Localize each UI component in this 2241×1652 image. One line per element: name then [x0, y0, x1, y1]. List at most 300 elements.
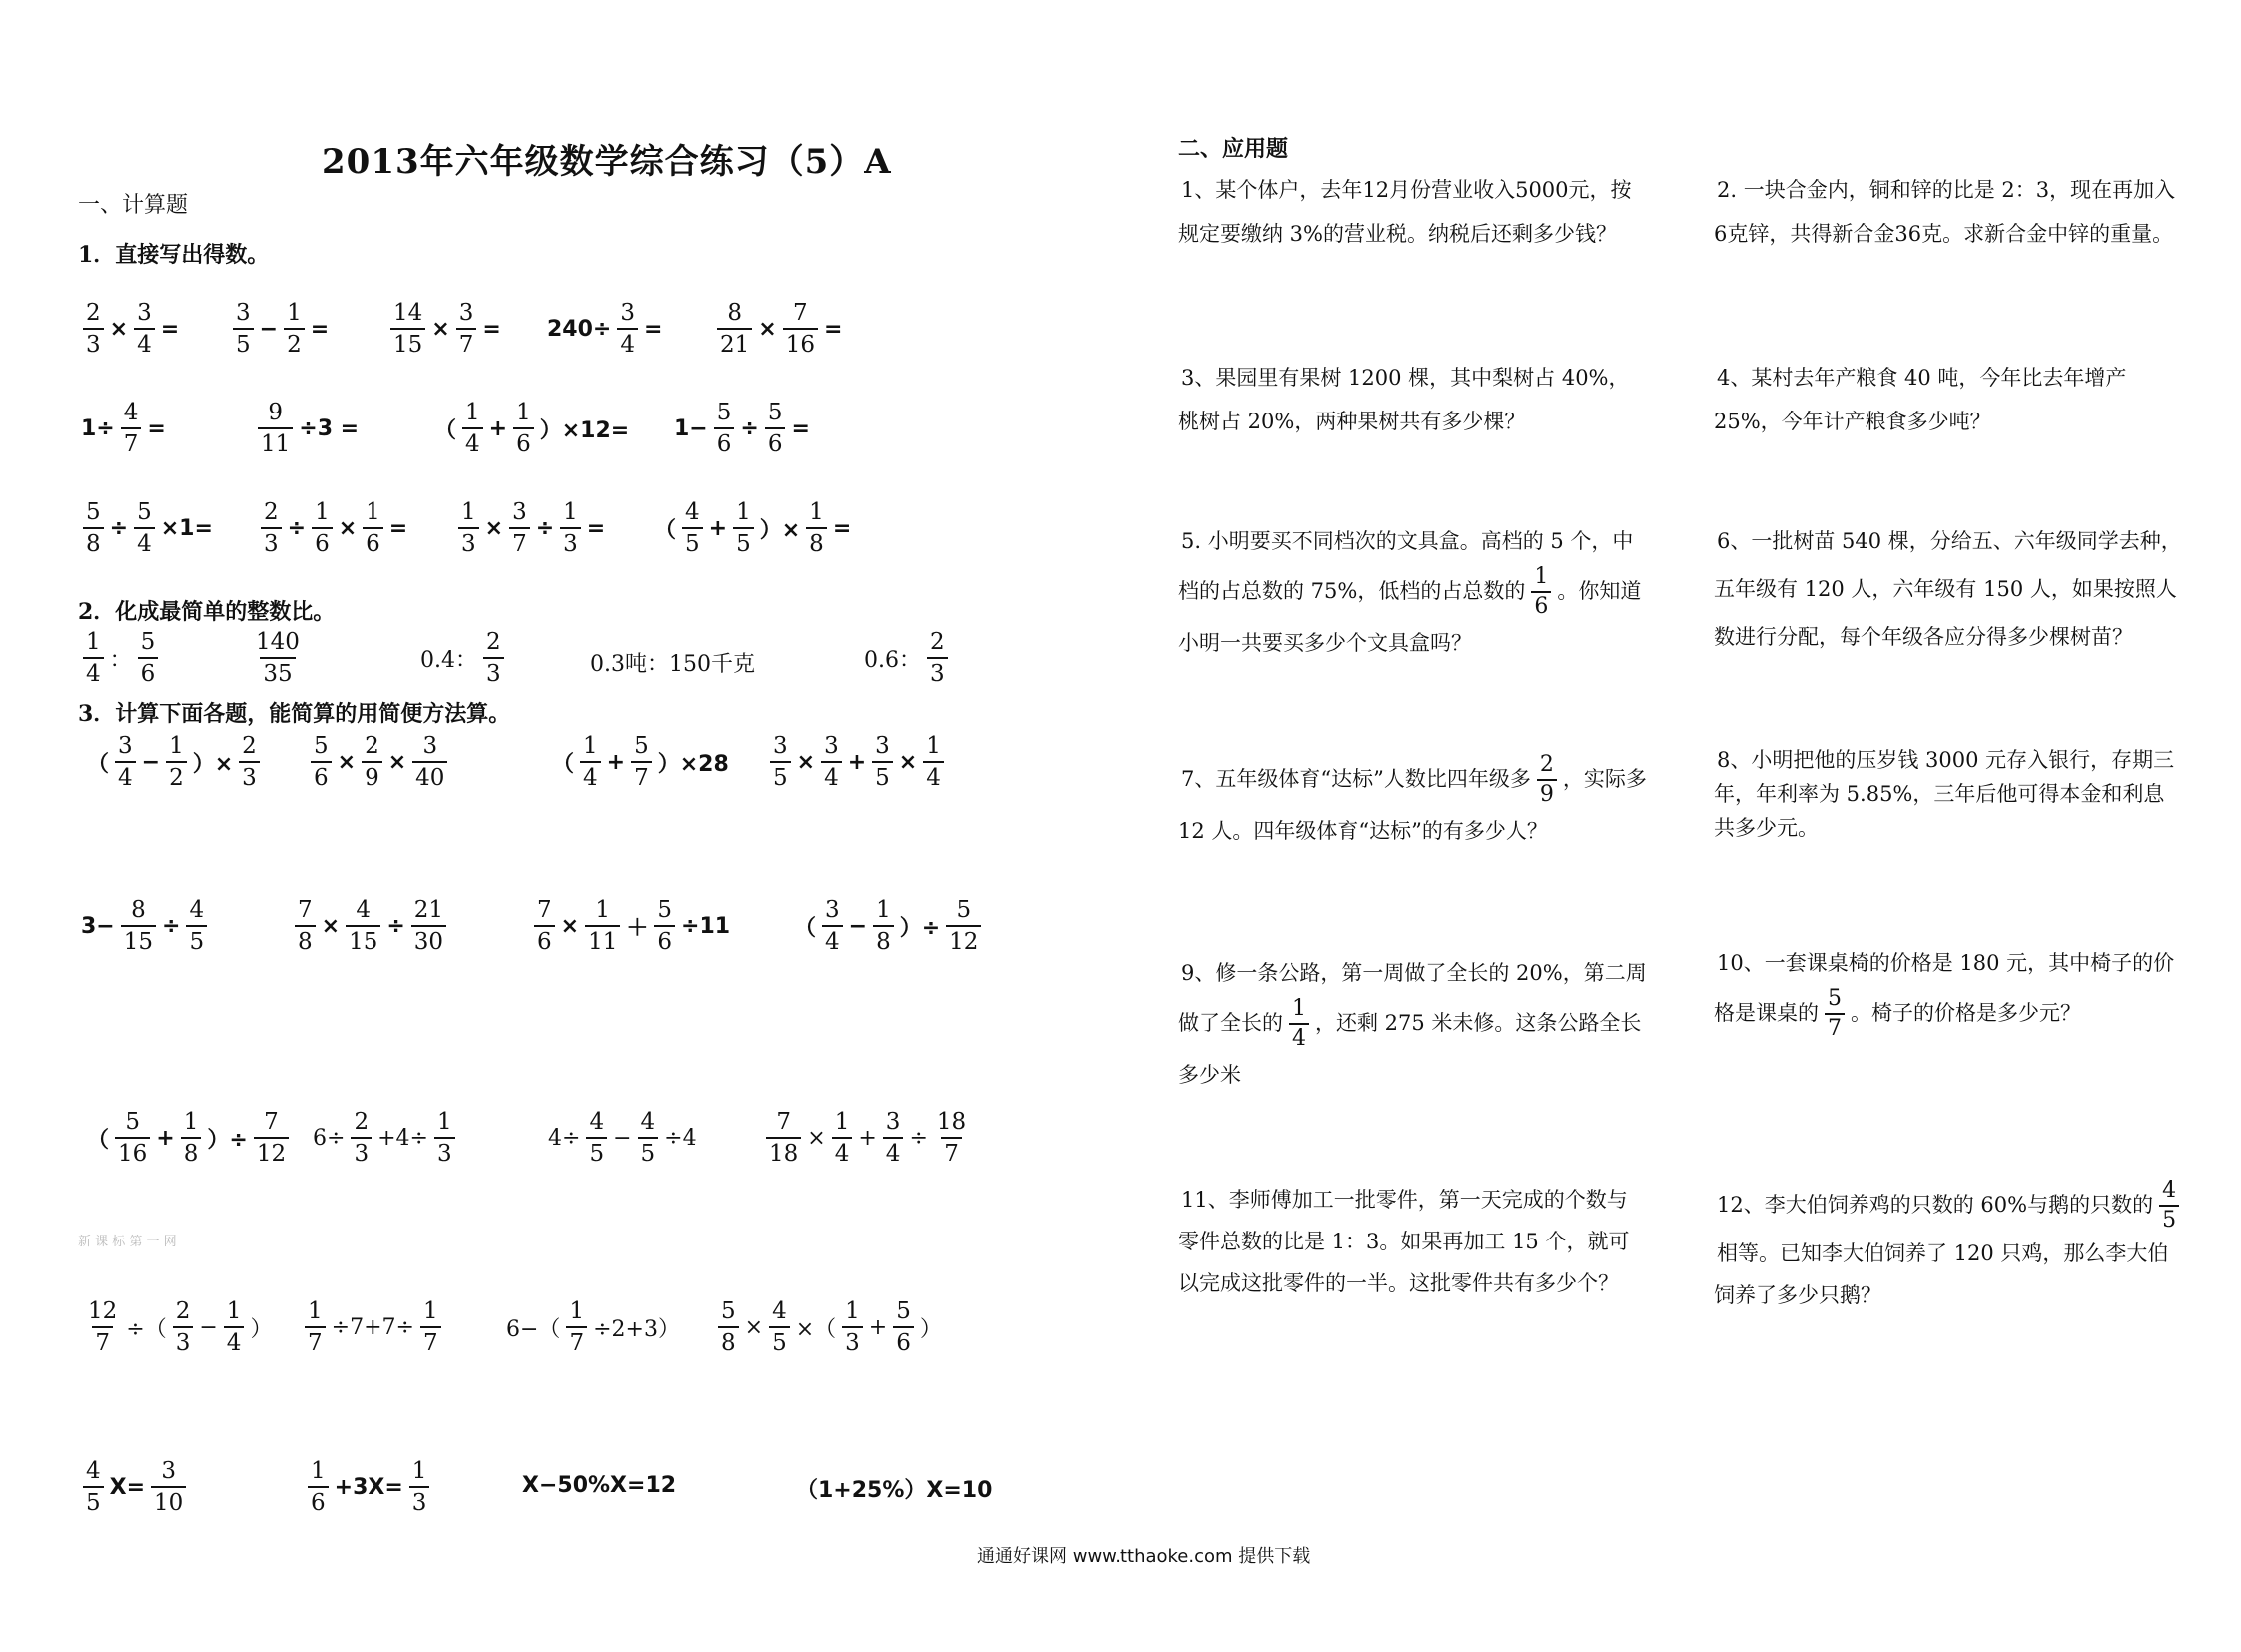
- fraction: [151, 1458, 186, 1516]
- expression-text: 11、李师傅加工一批零件，第一天完成的个数与零件总数的比是 1：3。如果再加工 15 个，就可以完成这批零件的一半。这批零件共有多少个？: [1178, 1188, 1630, 1295]
- fraction-denominator: 6: [893, 1326, 914, 1356]
- fraction-numerator: 5: [896, 1298, 911, 1324]
- fraction-numerator: 1: [736, 499, 751, 525]
- fraction: [806, 499, 827, 557]
- fraction-numerator: 14: [393, 300, 423, 326]
- fraction-numerator: 2: [930, 629, 945, 655]
- expression-text: ×: [796, 749, 816, 775]
- expression: [255, 400, 362, 457]
- fraction-numerator: 4: [189, 897, 205, 923]
- fraction: [351, 1109, 372, 1167]
- expression-text: ）×: [759, 517, 801, 543]
- fraction-numerator: 1: [366, 499, 380, 525]
- question-3: [1178, 356, 1648, 443]
- expression-text: 。椅子的价格是多少元？: [1851, 1000, 2081, 1025]
- expression-text: ÷: [287, 515, 307, 541]
- expression: [292, 897, 449, 955]
- expression-text: ×: [338, 515, 358, 541]
- fraction: [770, 733, 791, 791]
- fraction: [821, 733, 842, 791]
- expression-text: ，实际多 12 人。四年级体育“达标”的有多少人？: [1178, 766, 1647, 843]
- fraction-numerator: 8: [131, 897, 146, 923]
- fraction-denominator: 3: [458, 527, 479, 557]
- fraction-denominator: 4: [821, 761, 842, 791]
- fraction-numerator: 5: [86, 499, 101, 525]
- fraction: [83, 1458, 104, 1516]
- fraction-denominator: 7: [566, 1326, 587, 1356]
- fraction-numerator: 2: [354, 1109, 370, 1135]
- fraction-numerator: 3: [824, 733, 839, 759]
- fraction: [873, 897, 894, 955]
- fraction: [186, 897, 207, 955]
- question-8: [1714, 743, 2183, 845]
- expression-text: ÷: [740, 415, 759, 441]
- fraction-denominator: 5: [872, 761, 893, 791]
- fraction: [769, 1298, 790, 1356]
- fraction: [305, 1298, 326, 1356]
- fraction-numerator: 12: [88, 1298, 118, 1324]
- fraction: [362, 733, 382, 791]
- expression-text: ÷3 =: [299, 415, 360, 441]
- fraction: [121, 897, 156, 955]
- question-2: [1714, 168, 2183, 256]
- fraction: [295, 897, 316, 955]
- page-title: 2013年六年级数学综合练习（5）A: [322, 142, 892, 182]
- expression: [549, 733, 732, 791]
- equation: [519, 1473, 679, 1498]
- expression-text: ÷: [162, 913, 181, 939]
- fraction-numerator: 7: [776, 1109, 791, 1135]
- problem-2-label: 2．化成最简单的整数比。: [78, 599, 336, 625]
- ratio-item: [250, 629, 306, 687]
- fraction-denominator: 2: [284, 328, 305, 358]
- equation: [305, 1458, 432, 1516]
- fraction-numerator: 1: [226, 1298, 242, 1324]
- fraction-numerator: 1: [311, 1458, 326, 1484]
- fraction: [718, 1298, 739, 1356]
- fraction: [586, 1109, 607, 1167]
- fraction: [258, 400, 293, 457]
- fraction-denominator: 6: [308, 1486, 329, 1516]
- expression-text: +: [606, 749, 626, 775]
- fraction-numerator: 1: [845, 1298, 860, 1324]
- fraction-denominator: 5: [733, 527, 754, 557]
- fraction: [224, 1298, 245, 1356]
- expression-text: +: [488, 415, 508, 441]
- fraction: [654, 897, 675, 955]
- expression-text: ÷: [909, 1125, 928, 1151]
- fraction-denominator: 21: [717, 328, 752, 358]
- expression-text: =: [160, 316, 180, 342]
- expression-text: ）÷: [207, 1127, 248, 1153]
- expression: [80, 300, 182, 358]
- fraction-denominator: 3: [351, 1137, 372, 1167]
- expression-text: ÷（: [126, 1316, 167, 1342]
- fraction-denominator: 6: [312, 527, 333, 557]
- expression-text: +: [868, 1314, 888, 1340]
- fraction: [513, 400, 534, 457]
- question-5: [1178, 517, 1648, 667]
- fraction-numerator: 5: [634, 733, 649, 759]
- fraction-numerator: 3: [620, 300, 635, 326]
- fraction: [714, 400, 735, 457]
- fraction-numerator: 2: [365, 733, 379, 759]
- fraction-numerator: 1: [169, 733, 184, 759]
- expression-text: ÷: [109, 515, 129, 541]
- fraction-numerator: 18: [936, 1109, 967, 1135]
- fraction-denominator: 9: [362, 761, 382, 791]
- fraction-numerator: 3: [512, 499, 527, 525]
- fraction: [363, 499, 383, 557]
- fraction: [85, 1298, 120, 1356]
- fraction-denominator: 30: [411, 925, 446, 955]
- expression-text: −: [848, 913, 868, 939]
- fraction: [83, 499, 104, 557]
- fraction: [832, 1109, 853, 1167]
- fraction-numerator: 1: [461, 499, 476, 525]
- fraction-denominator: 15: [390, 328, 425, 358]
- fraction: [617, 300, 638, 358]
- fraction: [434, 1109, 455, 1167]
- fraction-denominator: 5: [186, 925, 207, 955]
- expression-text: ÷2+3）: [593, 1316, 680, 1342]
- fraction: [842, 1298, 863, 1356]
- expression-text: ×: [484, 515, 504, 541]
- expression-text: X−50%X=12: [522, 1473, 677, 1498]
- fraction-denominator: 7: [420, 1326, 441, 1356]
- fraction: [580, 733, 601, 791]
- fraction: [733, 499, 754, 557]
- fraction-denominator: 12: [254, 1137, 289, 1167]
- fraction-denominator: 35: [260, 657, 295, 687]
- fraction-numerator: 4: [123, 400, 139, 425]
- expression: [545, 1109, 700, 1167]
- expression-text: 2. 一块合金内，铜和锌的比是 2：3，现在再加入6克锌，共得新合金36克。求新合金中锌的重量。: [1714, 178, 2176, 246]
- expression: [767, 733, 947, 791]
- expression-text: ÷: [386, 913, 405, 939]
- expression-text: −: [613, 1125, 632, 1151]
- fraction: [138, 629, 159, 687]
- fraction: [765, 400, 786, 457]
- ratio-item: [587, 647, 758, 678]
- expression-text: ，还剩 275 米未修。这条公路全长多少米: [1178, 1010, 1642, 1087]
- fraction-denominator: 5: [770, 761, 791, 791]
- fraction-denominator: 11: [258, 427, 293, 457]
- fraction: [83, 300, 104, 358]
- fraction: [462, 400, 483, 457]
- expression: [651, 499, 854, 557]
- fraction-denominator: 3: [239, 761, 260, 791]
- fraction: [233, 300, 254, 358]
- fraction: [1531, 565, 1551, 619]
- fraction-numerator: 5: [716, 400, 732, 425]
- fraction: [420, 1298, 441, 1356]
- expression-text: +: [708, 515, 728, 541]
- fraction: [312, 499, 333, 557]
- fraction-denominator: 4: [134, 328, 155, 358]
- question-10: [1714, 939, 2183, 1041]
- problem-3-label: 3．计算下面各题，能简算的用简便方法算。: [78, 701, 511, 727]
- expression-text: ：: [109, 647, 132, 673]
- fraction-denominator: 18: [766, 1137, 801, 1167]
- fraction-numerator: 4: [86, 1458, 101, 1484]
- question-6: [1714, 517, 2183, 661]
- fraction-denominator: 4: [580, 761, 601, 791]
- expression-text: =: [388, 515, 408, 541]
- expression-text: ×: [744, 1314, 764, 1340]
- fraction-numerator: 3: [773, 733, 788, 759]
- expression: [78, 400, 169, 457]
- expression-text: 1、某个体户，去年12月份营业收入5000元，按规定要缴纳 3%的营业税。纳税后还剩多少钱？: [1178, 178, 1632, 246]
- fraction-numerator: 3: [422, 733, 438, 759]
- fraction-numerator: 4: [772, 1298, 787, 1324]
- fraction-numerator: 2: [264, 499, 279, 525]
- expression-text: ）×: [192, 751, 234, 777]
- fraction-denominator: 12: [946, 925, 981, 955]
- expression: [791, 897, 984, 955]
- expression-text: 10、一套课桌椅的价格是 180 元，其中椅子的价格是课桌的: [1714, 951, 2175, 1025]
- expression-text: ）: [919, 1316, 942, 1342]
- fraction: [946, 897, 981, 955]
- fraction-denominator: 6: [534, 925, 555, 955]
- expression-text: −: [141, 749, 161, 775]
- expression-text: （: [434, 417, 457, 443]
- expression-text: 3、果园里有果树 1200 棵，其中梨树占 40%，桃树占 20%，两种果树共有多少棵？: [1178, 366, 1630, 433]
- fraction: [173, 1298, 194, 1356]
- expression: [431, 400, 632, 457]
- question-4: [1714, 356, 2183, 443]
- fraction-numerator: 1: [436, 1109, 452, 1135]
- expression-text: 8、小明把他的压岁钱 3000 元存入银行，存期三年，年利率为 5.85%，三年后他可得本金和利息共多少元。: [1714, 748, 2175, 840]
- fraction-denominator: 6: [654, 925, 675, 955]
- problem-1-label: 1．直接写出得数。: [78, 242, 270, 268]
- expression: [258, 499, 410, 557]
- fraction-numerator: 1: [926, 733, 941, 759]
- expression: [84, 1109, 292, 1167]
- expression-text: ÷4: [664, 1125, 697, 1151]
- fraction-denominator: 3: [560, 527, 581, 557]
- fraction: [934, 1109, 969, 1167]
- fraction-numerator: 5: [657, 897, 673, 923]
- fraction-numerator: 3: [875, 733, 890, 759]
- fraction-numerator: 1: [183, 1109, 199, 1135]
- fraction: [261, 499, 282, 557]
- fraction-denominator: 4: [462, 427, 483, 457]
- fraction-numerator: 5: [721, 1298, 736, 1324]
- expression-text: ÷11: [681, 913, 731, 939]
- fraction-numerator: 1: [569, 1298, 585, 1324]
- expression: [230, 300, 332, 358]
- expression-text: ）×12=: [539, 417, 630, 443]
- fraction: [239, 733, 260, 791]
- expression: [714, 300, 845, 358]
- fraction: [483, 629, 504, 687]
- fraction-numerator: 9: [268, 400, 283, 425]
- fraction-denominator: 6: [363, 527, 383, 557]
- fraction-denominator: 4: [1289, 1023, 1309, 1051]
- fraction-denominator: 7: [941, 1137, 962, 1167]
- fraction: [411, 897, 446, 955]
- fraction-denominator: 15: [121, 925, 156, 955]
- question-7: [1178, 753, 1648, 855]
- fraction-numerator: 1: [308, 1298, 323, 1324]
- fraction-denominator: 7: [121, 427, 142, 457]
- fraction: [717, 300, 752, 358]
- equation: [793, 1473, 995, 1504]
- fraction-denominator: 10: [151, 1486, 186, 1516]
- fraction-numerator: 5: [314, 733, 329, 759]
- expression-text: （: [654, 517, 677, 543]
- fraction: [134, 499, 155, 557]
- expression: [387, 300, 504, 358]
- fraction: [311, 733, 332, 791]
- expression-text: ）÷: [899, 915, 941, 941]
- fraction-numerator: 7: [537, 897, 552, 923]
- fraction: [509, 499, 530, 557]
- fraction-denominator: 3: [927, 657, 948, 687]
- fraction: [308, 1458, 329, 1516]
- expression-text: ÷7+7÷: [331, 1314, 414, 1340]
- expression: [302, 1298, 444, 1356]
- expression: [84, 733, 263, 791]
- expression-text: +: [156, 1125, 175, 1151]
- fraction-numerator: 5: [125, 1109, 140, 1135]
- expression-text: +: [858, 1125, 877, 1151]
- fraction-numerator: 1: [422, 1298, 438, 1324]
- fraction: [115, 1109, 150, 1167]
- fraction-numerator: 4: [356, 897, 372, 923]
- fraction-numerator: 4: [2162, 1178, 2177, 1203]
- fraction-denominator: 3: [173, 1326, 194, 1356]
- expression-text: +: [847, 749, 867, 775]
- fraction: [1825, 987, 1845, 1041]
- expression-text: =: [832, 515, 852, 541]
- expression-text: ×: [431, 316, 450, 342]
- fraction-denominator: 7: [92, 1326, 113, 1356]
- expression-text: ＋: [626, 915, 649, 941]
- fraction-denominator: 5: [233, 328, 254, 358]
- fraction-numerator: 7: [793, 300, 808, 326]
- fraction-denominator: 4: [115, 761, 136, 791]
- expression: [80, 499, 216, 557]
- fraction-numerator: 1: [315, 499, 330, 525]
- section-heading-application: 二、应用题: [1178, 136, 1289, 162]
- expression-text: 相等。已知李大伯饲养了 120 只鸡，那么李大伯饲养了多少只鹅？: [1714, 1241, 2169, 1307]
- fraction: [254, 1109, 289, 1167]
- fraction: [390, 300, 425, 358]
- fraction-denominator: 11: [585, 925, 620, 955]
- fraction-numerator: 1: [809, 499, 824, 525]
- expression-text: ×1=: [160, 515, 213, 541]
- fraction: [2159, 1179, 2179, 1233]
- fraction-numerator: 3: [458, 300, 474, 326]
- expression: [82, 1298, 275, 1356]
- fraction-denominator: 4: [224, 1326, 245, 1356]
- fraction-denominator: 9: [1537, 779, 1557, 807]
- fraction-numerator: 5: [137, 499, 152, 525]
- fraction: [682, 499, 703, 557]
- fraction-denominator: 8: [718, 1326, 739, 1356]
- expression-text: 9、修一条公路，第一周做了全长的 20%，第二周做了全长的: [1178, 961, 1647, 1035]
- fraction-numerator: 2: [242, 733, 257, 759]
- fraction-denominator: 6: [311, 761, 332, 791]
- fraction: [1289, 997, 1309, 1051]
- fraction: [631, 733, 652, 791]
- fraction-numerator: 1: [287, 300, 302, 326]
- fraction-denominator: 5: [769, 1326, 790, 1356]
- fraction-denominator: 8: [83, 527, 104, 557]
- expression-text: （: [552, 751, 575, 777]
- fraction-numerator: 3: [236, 300, 251, 326]
- fraction-denominator: 7: [1825, 1013, 1845, 1041]
- fraction: [822, 897, 843, 955]
- fraction: [923, 733, 944, 791]
- fraction-denominator: 3: [261, 527, 282, 557]
- fraction: [534, 897, 555, 955]
- expression-text: 4÷: [548, 1125, 581, 1151]
- fraction-denominator: 4: [134, 527, 155, 557]
- fraction: [134, 300, 155, 358]
- ratio-item: [80, 629, 161, 687]
- expression-text: 5. 小明要买不同档次的文具盒。高档的 5 个，中档的占总数的 75%，低档的占总数的: [1178, 529, 1634, 603]
- expression-text: ×: [321, 913, 341, 939]
- expression-text: （: [794, 915, 817, 941]
- fraction-denominator: 5: [638, 1137, 659, 1167]
- fraction-denominator: 5: [586, 1137, 607, 1167]
- fraction-denominator: 4: [883, 1137, 904, 1167]
- expression: [78, 897, 210, 955]
- watermark-text: 新 课 标 第 一 网: [78, 1235, 177, 1249]
- fraction-denominator: 4: [83, 657, 104, 687]
- fraction: [181, 1109, 202, 1167]
- fraction: [893, 1298, 914, 1356]
- fraction-numerator: 2: [1539, 752, 1554, 777]
- fraction-numerator: 140: [256, 629, 300, 655]
- expression: [544, 300, 665, 358]
- expression-text: ×: [387, 749, 407, 775]
- fraction: [566, 1298, 587, 1356]
- fraction-denominator: 2: [166, 761, 187, 791]
- fraction-numerator: 3: [825, 897, 840, 923]
- ratio-item: [861, 629, 951, 687]
- expression-text: 0.4：: [420, 647, 477, 673]
- fraction-denominator: 3: [434, 1137, 455, 1167]
- fraction-numerator: 5: [767, 400, 783, 425]
- fraction-numerator: 1: [583, 733, 598, 759]
- expression: [310, 1109, 458, 1167]
- expression-text: 12、李大伯饲养鸡的只数的 60%与鹅的只数的: [1717, 1192, 2154, 1217]
- question-11: [1178, 1179, 1648, 1304]
- fraction-numerator: 4: [685, 499, 700, 525]
- expression-text: =: [147, 415, 166, 441]
- expression-text: ×（: [795, 1316, 837, 1342]
- fraction-denominator: 4: [832, 1137, 853, 1167]
- fraction-numerator: 7: [298, 897, 313, 923]
- expression-text: （: [87, 1127, 110, 1153]
- expression-text: 240÷: [547, 316, 612, 342]
- fraction-numerator: 3: [161, 1458, 176, 1484]
- expression-text: 。你知道小明一共要买多少个文具盒吗？: [1178, 578, 1642, 655]
- fraction-numerator: 1: [563, 499, 578, 525]
- section-heading-calculation: 一、计算题: [78, 193, 189, 218]
- fraction-numerator: 4: [589, 1109, 605, 1135]
- expression-text: 0.6：: [864, 647, 921, 673]
- fraction-denominator: 6: [1531, 591, 1551, 619]
- expression-text: =: [310, 316, 330, 342]
- fraction: [121, 400, 142, 457]
- fraction-denominator: 6: [714, 427, 735, 457]
- fraction: [83, 629, 104, 687]
